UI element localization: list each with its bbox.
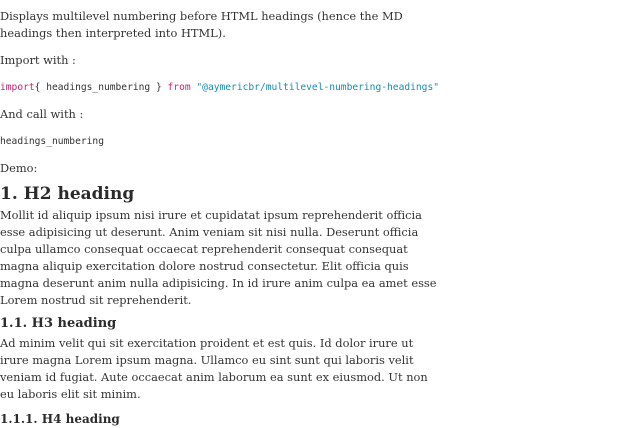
h2-heading: 1. H2 heading xyxy=(0,184,135,204)
import-label: Import with : xyxy=(0,53,76,67)
h4-heading: 1.1.1. H4 heading xyxy=(0,412,120,426)
call-code-block: headings_numbering xyxy=(0,136,104,147)
h2-paragraph: Mollit id aliquip ipsum nisi irure et cupidatat ipsum reprehenderit officia esse adipisicing ut deserunt. Anim veniam sit nisi nulla. Deserunt officia culpa ullamco consequat occaecat reprehenderit consequat consequat magna aliquip exercitation dolore nostrud consectetur. Elit officia quis magna deserunt anim nulla adipisicing. In id irure anim culpa ea amet esse Lorem nostrud sit reprehenderit. xyxy=(0,208,437,307)
code-keyword-import: import xyxy=(0,82,35,93)
import-code-block xyxy=(0,79,440,96)
h3-paragraph: Ad minim velit qui sit exercitation proident et est quis. Id dolor irure ut irure magna Lorem ipsum magna. Ullamco eu sint sunt qui laboris velit veniam id fugiat. Aute occaecat anim laborum ea sunt ex eiusmod. Ut non eu laboris elit sit minim. xyxy=(0,336,428,401)
h3-heading: 1.1. H3 heading xyxy=(0,316,117,331)
demo-label: Demo: xyxy=(0,161,38,175)
code-identifier: headings_numbering xyxy=(46,82,151,93)
code-keyword-from: from xyxy=(167,82,191,93)
code-brace-close: } xyxy=(150,82,168,93)
code-brace-open: { xyxy=(34,82,47,93)
code-module-string: "@aymericbr/multilevel-numbering-headings" xyxy=(196,82,439,93)
document-content xyxy=(0,8,440,428)
call-label: And call with : xyxy=(0,107,84,121)
description-paragraph: Displays multilevel numbering before HTML headings (hence the MD headings then interpreted into HTML). xyxy=(0,9,403,40)
